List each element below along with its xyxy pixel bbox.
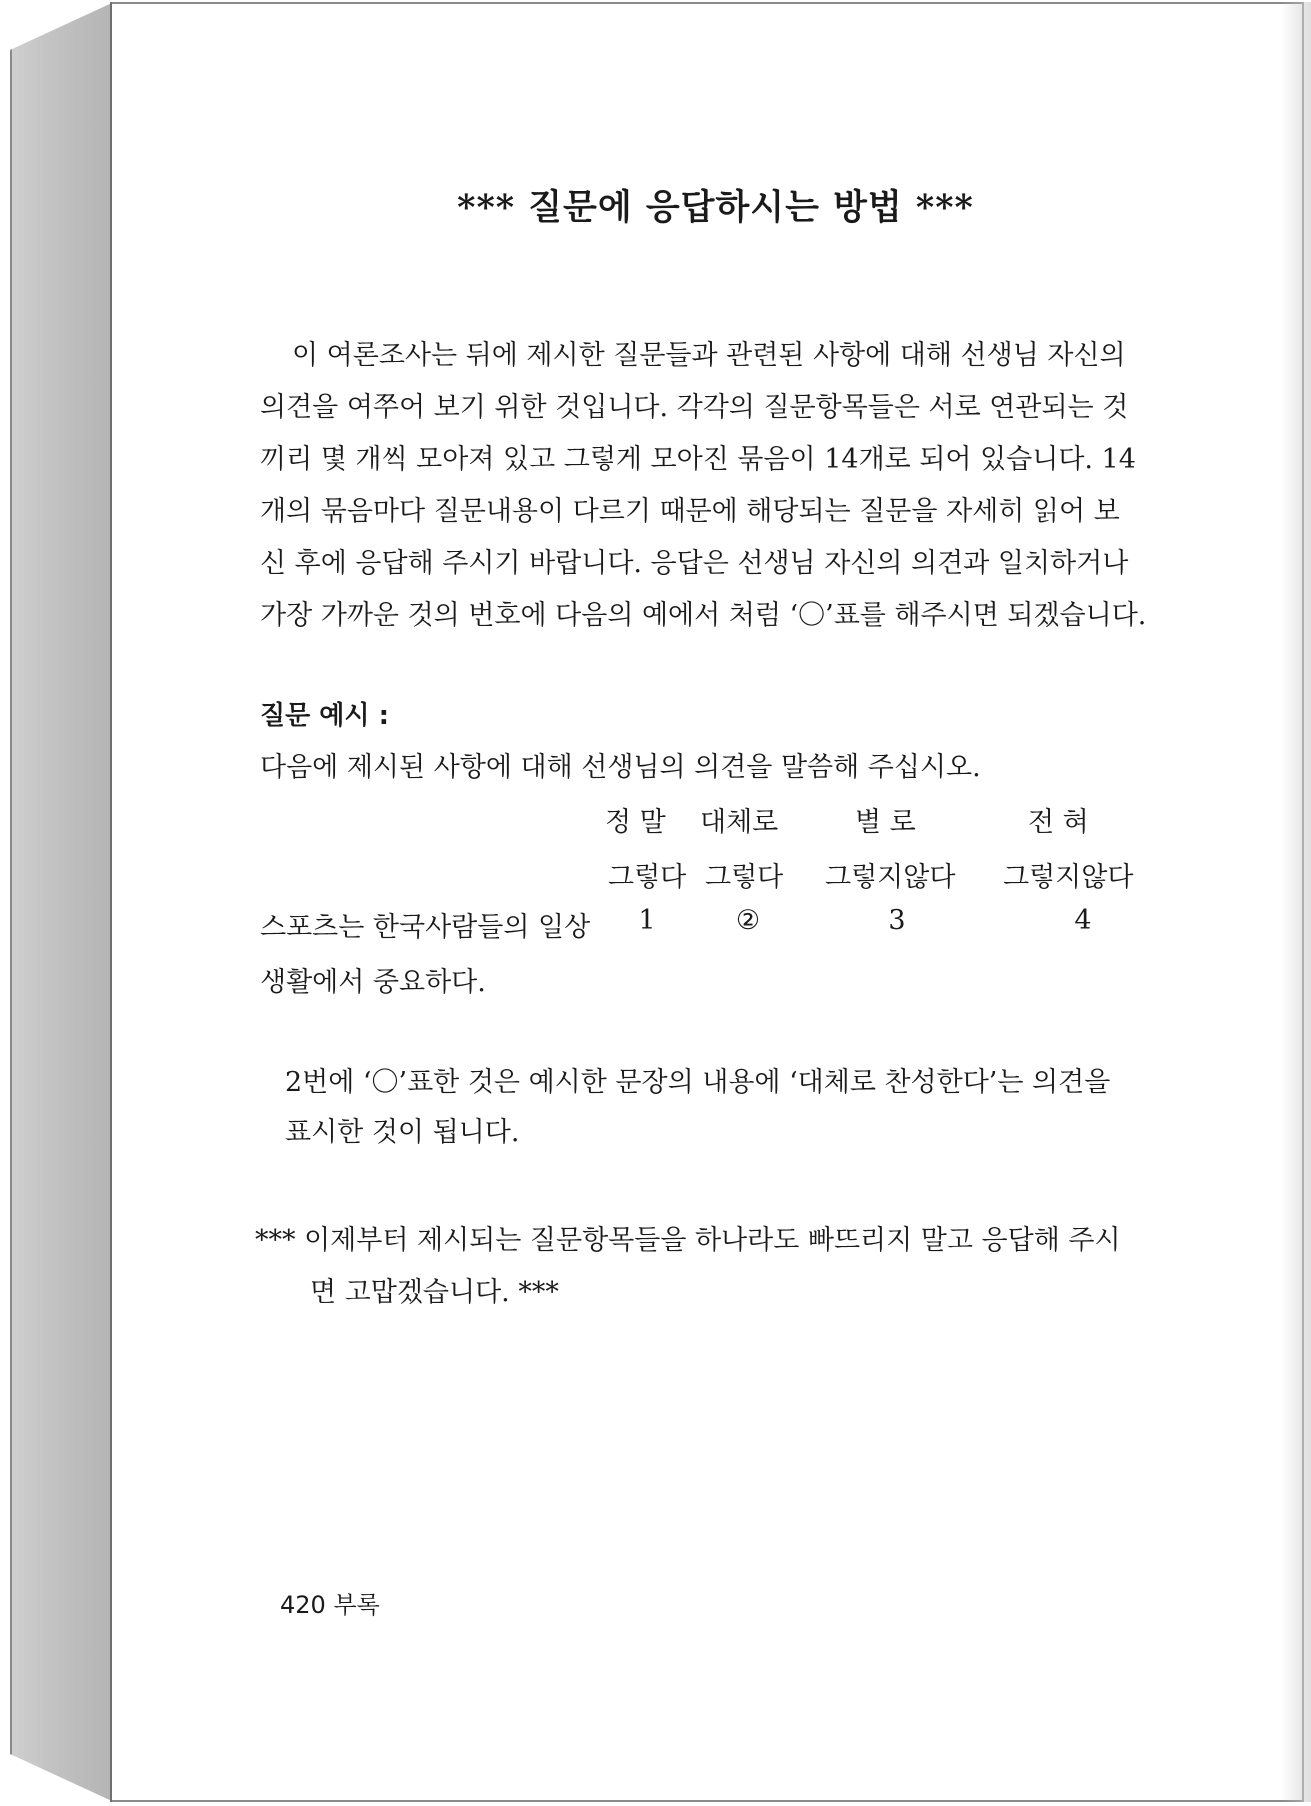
example-statement-line: 스포츠는 한국사람들의 일상 (260, 912, 591, 943)
example-statement-line: 생활에서 중요하다. (260, 967, 486, 998)
book-spine (10, 2, 114, 1802)
scale-value-2-circled: ② (735, 905, 761, 936)
explanation-line: 2번에 ‘〇’표한 것은 예시한 문장의 내용에 ‘대체로 찬성한다’는 의견을 (285, 1067, 1111, 1098)
page (112, 2, 1304, 1802)
scale-label-3-top: 별 로 (855, 807, 916, 838)
explanation-line: 표시한 것이 됩니다. (285, 1117, 520, 1148)
page-footer: 420 부록 (280, 1591, 380, 1619)
intro-line: 이 여론조사는 뒤에 제시한 질문들과 관련된 사항에 대해 선생님 자신의 (292, 340, 1126, 371)
closing-line: 면 고맙겠습니다. *** (310, 1277, 559, 1308)
scale-label-4-bottom: 그렇지않다 (1003, 862, 1134, 893)
scale-value-3: 3 (888, 905, 906, 936)
scale-label-3-bottom: 그렇지않다 (825, 862, 956, 893)
intro-paragraph (260, 330, 1160, 642)
scale-value-4: 4 (1074, 905, 1092, 936)
intro-line: 가장 가까운 것의 번호에 다음의 예에서 처럼 ‘〇’표를 해주시면 되겠습니다. (260, 600, 1147, 631)
page-edge-shadow (1281, 2, 1311, 1802)
scale-label-1-bottom: 그렇다 (608, 862, 687, 893)
scale-label-1-top: 정 말 (605, 807, 666, 838)
page-title: *** 질문에 응답하시는 방법 *** (457, 187, 974, 228)
example-question: 다음에 제시된 사항에 대해 선생님의 의견을 말씀해 주십시오. (260, 752, 981, 783)
example-heading: 질문 예시 : (260, 701, 389, 731)
scale-label-2-top: 대체로 (700, 807, 779, 838)
intro-line: 개의 묶음마다 질문내용이 다르기 때문에 해당되는 질문을 자세히 읽어 보 (260, 496, 1120, 527)
intro-line: 의견을 여쭈어 보기 위한 것입니다. 각각의 질문항목들은 서로 연관되는 것 (260, 392, 1129, 423)
scale-label-2-bottom: 그렇다 (705, 862, 784, 893)
explanation-paragraph (285, 1058, 1110, 1158)
scale-value-1: 1 (638, 905, 656, 936)
intro-line: 끼리 몇 개씩 모아져 있고 그렇게 모아진 묶음이 14개로 되어 있습니다. 14 (260, 444, 1136, 475)
scale-label-4-top: 전 혀 (1028, 807, 1089, 838)
closing-line: *** 이제부터 제시되는 질문항목들을 하나라도 빠뜨리지 말고 응답해 주시 (255, 1225, 1121, 1256)
closing-note (255, 1215, 1121, 1319)
intro-line: 신 후에 응답해 주시기 바랍니다. 응답은 선생님 자신의 의견과 일치하거나 (260, 548, 1129, 579)
